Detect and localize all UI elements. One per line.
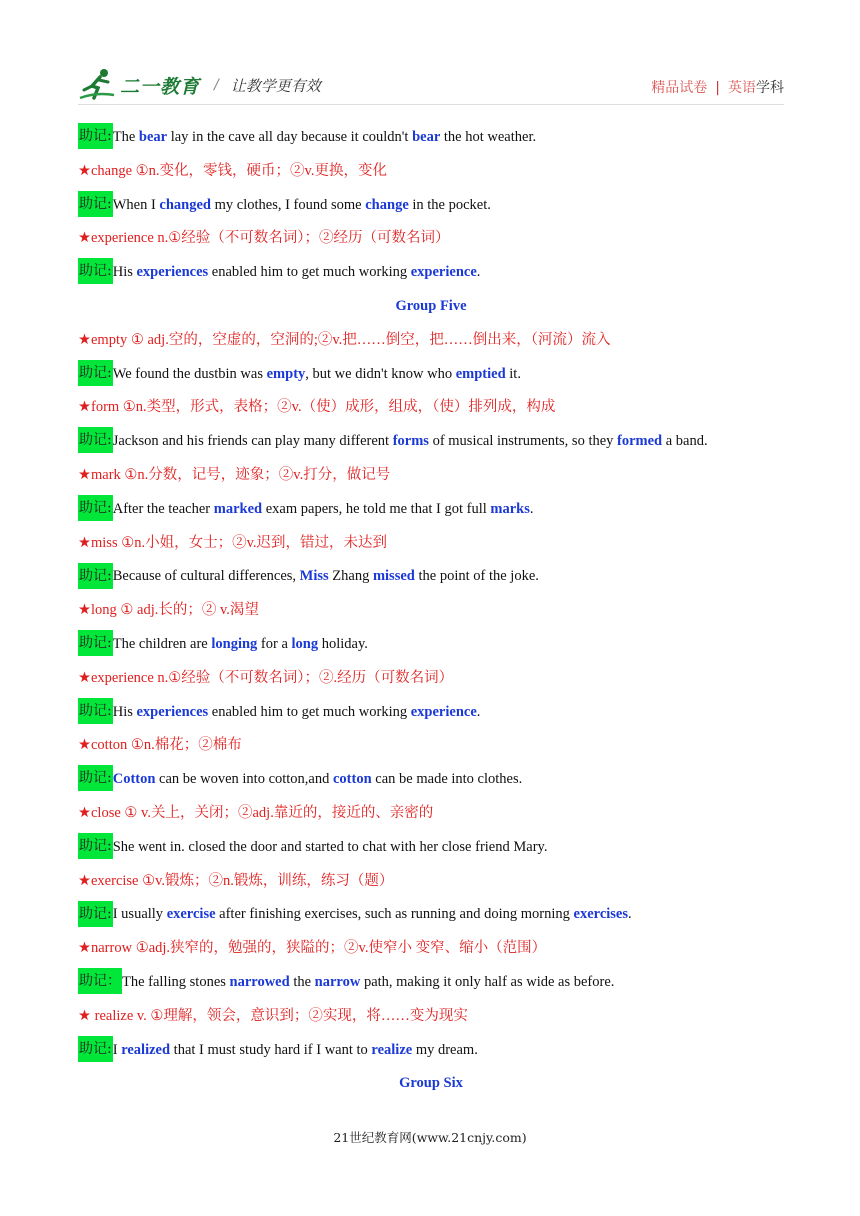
mnemonic-tag: 助记: [78,698,113,724]
sentence-text: I [112,1041,122,1058]
quality-label: 精品试卷 [651,80,708,96]
slogan: 让教学更有效 [230,76,321,95]
sentence-text: after finishing exercises, such as running and doing morning [215,906,574,923]
word-entry: ★cotton ①n.棉花；②棉布 [78,737,242,754]
sentence-text: the point of the joke. [414,568,539,585]
sentence-text: can be woven into cotton,and [155,771,333,788]
keyword: cotton [333,771,372,788]
sentence-text: She went in. closed the door and started to chat with her close friend Mary. [112,838,548,855]
sentence-text: . [628,906,632,923]
header-right [651,77,784,97]
word-entry: ★close ① v.关上，关闭；②adj.靠近的，接近的、亲密的 [78,804,434,821]
word-entry: ★mark ①n.分数，记号，迹象；②v.打分，做记号 [78,466,391,483]
subject-label [728,80,784,96]
keyword: empty [266,365,306,382]
word-entry: ★ realize v. ①理解，领会，意识到；②实现，将……变为现实 [78,1007,468,1024]
sentence-text: in the pocket. [408,196,491,213]
keyword: long [291,635,319,652]
sentence-text: enabled him to get much working [208,264,411,281]
keyword: exercises [573,906,629,923]
keyword: changed [159,196,211,213]
sentence-text: His [112,703,137,720]
sentence-text: The [112,129,139,145]
keyword: experiences [136,703,209,720]
mnemonic-tag: 助记: [78,630,113,656]
mnemonic-tag: 助记: [78,495,113,521]
keyword: experience [410,703,477,720]
sentence-text: Because of cultural differences, [112,568,300,585]
mnemonic-sentence [78,493,784,527]
mnemonic-sentence [78,628,784,662]
word-entry: ★miss ①n.小姐，女士；②v.迟到，错过，未达到 [78,534,388,551]
sentence-text: a band. [662,433,708,450]
runner-logo-icon [78,68,116,102]
mnemonic-sentence [78,898,784,932]
mnemonic-tag: 助记: [78,833,113,859]
mnemonic-tag: 助记: [78,360,113,386]
sentence-text: holiday. [318,635,368,652]
word-entry: ★exercise ①v.锻炼；②n.锻炼，训练，练习（题） [78,872,394,889]
mnemonic-tag: 助记: [78,427,113,453]
sentence-text: the [289,973,315,990]
sentence-text: my dream. [412,1041,478,1058]
mnemonic-sentence [78,831,784,865]
group-heading: Group Six [399,1075,463,1092]
mnemonic-sentence [78,763,784,797]
keyword: longing [211,635,258,652]
keyword: marked [213,500,263,517]
sentence-text: His [112,264,137,281]
page-header [78,66,784,106]
sentence-text: lay in the cave all day because it couldn't [167,129,413,145]
keyword: missed [372,568,415,585]
keyword: bear [412,129,441,145]
logo [78,68,321,102]
mnemonic-sentence [78,256,784,290]
word-entry: ★experience n.①经验（不可数名词）；②经历（可数名词） [78,230,450,247]
sentence-text: Jackson and his friends can play many different [112,433,393,450]
mnemonic-tag: 助记: [78,1036,113,1062]
mnemonic-sentence [78,560,784,594]
mnemonic-tag: 助记: [78,123,113,149]
mnemonic-sentence [78,425,784,459]
sentence-text: . [476,264,481,281]
word-entry: ★long ① adj.长的；② v.渴望 [78,602,259,619]
sentence-text: enabled him to get much working [208,703,411,720]
mnemonic-tag: 助记: [78,563,113,589]
word-entry: ★change ①n.变化，零钱，硬币；②v.更换，变化 [78,162,387,179]
mnemonic-sentence [78,121,784,155]
mnemonic-tag: 助记： [78,968,122,994]
mnemonic-tag: 助记: [78,765,113,791]
keyword: realized [121,1041,171,1058]
sentence-text: my clothes, I found some [211,196,366,213]
word-entry: ★empty ① adj.空的，空虚的，空洞的;②v.把……倒空，把……倒出来，（河流）流入 [78,331,611,348]
sentence-text: The children are [112,635,212,652]
keyword: experiences [136,264,209,281]
sentence-text: , but we didn't know who [305,365,456,382]
keyword: marks [490,500,530,517]
header-rule [78,104,784,105]
keyword: Cotton [112,771,156,788]
subject-suffix: 学科 [756,80,784,96]
sentence-text: Zhang [328,568,373,585]
sentence-text: it. [505,365,521,382]
header-divider: | [715,80,720,96]
vocab-content [78,121,784,1101]
sentence-text: the hot weather. [440,129,537,145]
mnemonic-tag: 助记: [78,258,113,284]
keyword: change [365,196,409,213]
sentence-text: The falling stones [122,973,230,990]
keyword: bear [138,129,168,145]
mnemonic-sentence [78,966,784,1000]
keyword: exercise [166,906,216,923]
word-entry: ★experience n.①经验（不可数名词）；②.经历（可数名词） [78,669,454,686]
header-slash: / [214,77,219,93]
keyword: forms [392,433,429,450]
page-footer: 21世纪教育网(www.21cnjy.com) [333,1130,527,1145]
mnemonic-tag: 助记: [78,191,113,217]
word-entry: ★narrow ①adj.狭窄的，勉强的，狭隘的；②v.使窄小 变窄、缩小（范围） [78,940,547,957]
word-entry: ★form ①n.类型，形式，表格；②v.（使）成形，组成，（使）排列成，构成 [78,399,556,416]
subject-prefix: 英语 [728,80,756,96]
sentence-text: of musical instruments, so they [428,433,618,450]
sentence-text: We found the dustbin was [112,365,267,382]
sentence-text: I usually [112,906,167,923]
sentence-text: After the teacher [112,500,214,517]
mnemonic-sentence [78,358,784,392]
keyword: experience [410,264,477,281]
sentence-text: . [476,703,481,720]
keyword: narrow [314,973,361,990]
mnemonic-tag: 助记: [78,901,113,927]
keyword: narrowed [229,973,290,990]
keyword: emptied [455,365,506,382]
sentence-text: exam papers, he told me that I got full [262,500,491,517]
keyword: Miss [299,568,329,585]
mnemonic-sentence [78,696,784,730]
sentence-text: path, making it only half as wide as before. [360,973,615,990]
group-heading: Group Five [395,297,467,314]
sentence-text: When I [112,196,160,213]
sentence-text: . [529,500,534,517]
sentence-text: for a [257,635,292,652]
sentence-text: that I must study hard if I want to [170,1041,372,1058]
mnemonic-sentence [78,189,784,223]
mnemonic-sentence [78,1034,784,1068]
logo-text: 二一教育 [120,75,201,98]
keyword: formed [617,433,663,450]
sentence-text: can be made into clothes. [371,771,523,788]
keyword: realize [371,1041,413,1058]
